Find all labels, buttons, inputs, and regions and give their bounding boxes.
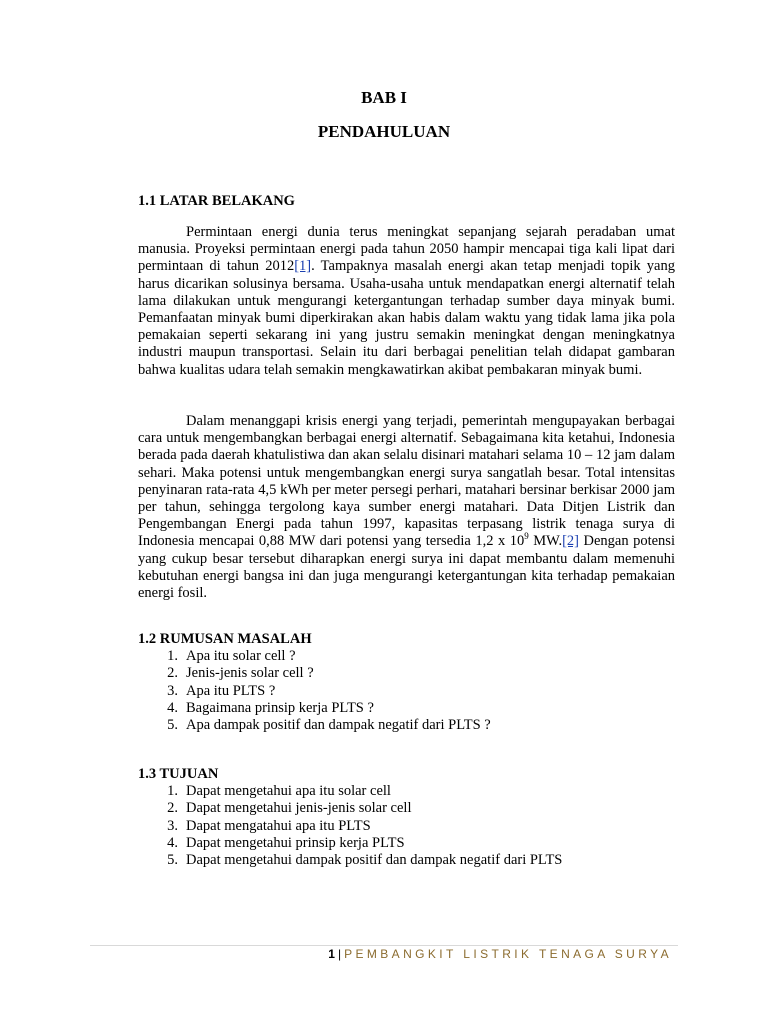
paragraph-text: Dengan potensi yang cukup besar tersebut diharapkan energi surya ini dapat membantu dalam memenuhi kebutuhan energi bangsa ini dan juga mengurangi ketergantungan kita terhadap pemakaian energi fosil.: [138, 533, 675, 602]
list-number: 5.: [167, 717, 178, 734]
list-item: [138, 783, 675, 800]
problem-list: [138, 648, 675, 734]
page-number: 1: [328, 947, 335, 961]
list-item-text: Dapat mengetahui prinsip kerja PLTS: [186, 834, 405, 851]
objective-list: [138, 783, 675, 869]
list-item-text: Apa itu PLTS ?: [186, 682, 276, 699]
list-item-text: Dapat mengatahui apa itu PLTS: [186, 817, 371, 834]
section-heading: 1.3 TUJUAN: [138, 766, 219, 782]
list-number: 4.: [167, 834, 178, 851]
list-number: 5.: [167, 852, 178, 869]
list-item-text: Bagaimana prinsip kerja PLTS ?: [186, 699, 374, 716]
superscript-exponent: 9: [524, 531, 529, 542]
list-item-text: Dapat mengetahui apa itu solar cell: [186, 783, 391, 800]
paragraph-text: . Tampaknya masalah energi akan tetap menjadi topik yang harus dicarikan solusinya bersama. Usaha-usaha untuk mendapatkan energi alternatif telah lama dilakukan untuk mengurangi ketergantungan terhadap sumber daya minyak bumi. Pemanfaatan minyak bumi diperkirakan akan habis dalam waktu yang tidak lama jika pola pemakaian seperti sekarang ini yang justru semakin meningkat dengan meningkatnya industri maupun transportasi. Selain itu dari berbagai penelitian telah didapat gambaran bahwa kualitas udara telah semakin mengkawatirkan akibat pembakaran minyak bumi.: [138, 258, 675, 378]
citation-link-2[interactable]: [2]: [562, 533, 579, 550]
section-rumusan-masalah: [138, 631, 675, 734]
list-item-text: Dapat mengetahui dampak positif dan dampak negatif dari PLTS: [186, 852, 563, 869]
section-tujuan: [138, 766, 675, 869]
citation-link-1[interactable]: [1]: [294, 258, 312, 275]
list-item: [138, 665, 675, 682]
list-item: [138, 683, 675, 700]
chapter-label: BAB I: [361, 88, 407, 107]
list-item: [138, 648, 675, 665]
list-item: [138, 717, 675, 734]
paragraph-text: Permintaan energi dunia terus meningkat sepanjang sejarah peradaban umat manusia. Proyeksi permintaan energi pada tahun 2050 hampir mencapai tiga kali lipat dari permintaan di tahun 2012: [138, 224, 675, 275]
footer-title: PEMBANGKIT LISTRIK TENAGA SURYA: [344, 947, 672, 961]
list-item: [138, 800, 675, 817]
list-item: [138, 700, 675, 717]
list-number: 2.: [167, 665, 178, 682]
list-number: 1.: [167, 648, 178, 665]
footer-divider: [90, 945, 678, 946]
section-heading-latar-belakang: [138, 193, 675, 210]
footer-separator: |: [337, 947, 342, 961]
paragraph-text: Dalam menanggapi krisis energi yang terjadi, pemerintah mengupayakan berbagai cara untuk mengembangkan berbagai energi alternatif. Sebagaimana kita ketahui, Indonesia berada pada daerah khatulistiwa dan akan selalu disinari matahari selama 10 – 12 jam dalam sehari. Maka potensi untuk mengembangkan energi surya sangatlah besar. Total intensitas penyinaran rata-rata 4,5 kWh per meter persegi perhari, matahari bersinar berkisar 2000 jam per tahun, sehingga tergolong kaya sumber energi matahari. Data Ditjen Listrik dan Pengembangan Energi pada tahun 1997, kapasitas terpasang listrik tenaga surya di Indonesia mencapai 0,88 MW dari potensi yang tersedia 1,2 x 10: [138, 413, 675, 550]
list-number: 1.: [167, 783, 178, 800]
section-heading: 1.2 RUMUSAN MASALAH: [138, 631, 312, 647]
list-item: [138, 818, 675, 835]
chapter-title: PENDAHULUAN: [317, 122, 451, 141]
list-number: 2.: [167, 800, 178, 817]
page-footer: [328, 947, 672, 961]
list-item: [138, 852, 675, 869]
list-item-text: Dapat mengetahui jenis-jenis solar cell: [186, 800, 412, 817]
list-number: 3.: [167, 817, 178, 834]
list-item-text: Apa itu solar cell ?: [186, 648, 296, 665]
list-number: 3.: [167, 682, 178, 699]
list-item-text: Jenis-jenis solar cell ?: [186, 665, 314, 682]
paragraph-text: MW.: [528, 533, 563, 550]
paragraph-1: [138, 224, 675, 379]
list-item-text: Apa dampak positif dan dampak negatif dari PLTS ?: [186, 717, 491, 734]
list-number: 4.: [167, 699, 178, 716]
paragraph-2: [138, 413, 675, 602]
section-heading: 1.1 LATAR BELAKANG: [138, 193, 295, 209]
list-item: [138, 835, 675, 852]
